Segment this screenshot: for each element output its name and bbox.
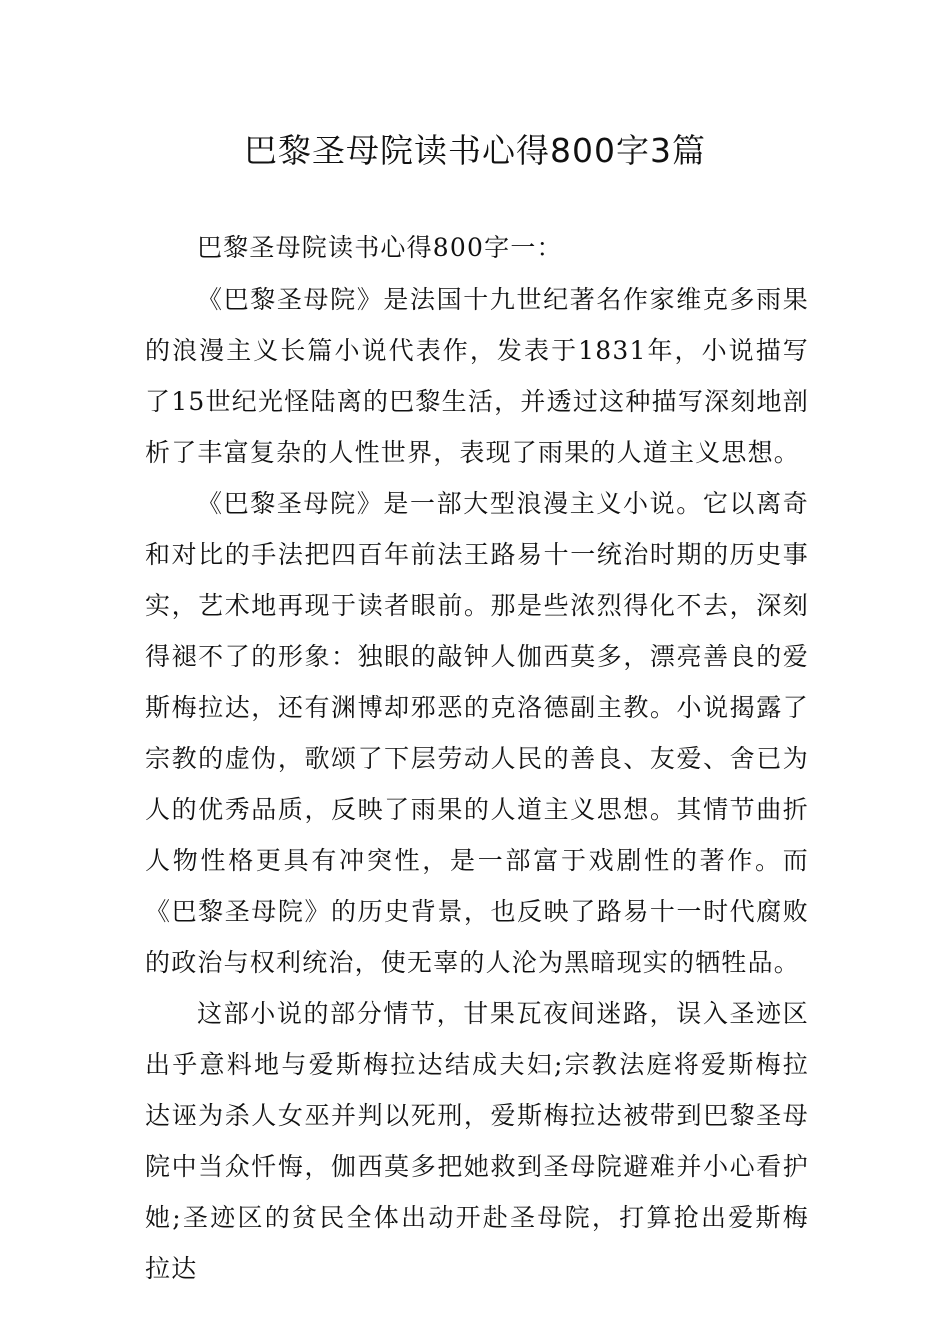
paragraph-3: 这部小说的部分情节，甘果瓦夜间迷路，误入圣迹区出乎意料地与爱斯梅拉达结成夫妇;宗教法庭将爱斯梅拉达诬为杀人女巫并判以死刑，爱斯梅拉达被带到巴黎圣母院中当众忏悔，伽西莫多把她救到圣母院避难并小心看护她;圣迹区的贫民全体出动开赴圣母院，打算抢出爱斯梅拉达	[145, 999, 809, 1283]
document-title: 巴黎圣母院读书心得800字3篇	[244, 131, 706, 170]
section-heading: 巴黎圣母院读书心得800字一：	[197, 233, 563, 262]
document-body	[145, 222, 809, 1294]
paragraph-1: 《巴黎圣母院》是法国十九世纪著名作家维克多雨果的浪漫主义长篇小说代表作，发表于1831年，小说描写了15世纪光怪陆离的巴黎生活，并透过这种描写深刻地剖析了丰富复杂的人性世界，表现了雨果的人道主义思想。	[145, 285, 809, 467]
paragraph-2: 《巴黎圣母院》是一部大型浪漫主义小说。它以离奇和对比的手法把四百年前法王路易十一统治时期的历史事实，艺术地再现于读者眼前。那是些浓烈得化不去，深刻得褪不了的形象：独眼的敲钟人伽西莫多，漂亮善良的爱斯梅拉达，还有渊博却邪恶的克洛德副主教。小说揭露了宗教的虚伪，歌颂了下层劳动人民的善良、友爱、舍已为人的优秀品质，反映了雨果的人道主义思想。其情节曲折人物性格更具有冲突性，是一部富于戏剧性的著作。而《巴黎圣母院》的历史背景，也反映了路易十一时代腐败的政治与权利统治，使无辜的人沦为黑暗现实的牺牲品。	[145, 489, 809, 977]
